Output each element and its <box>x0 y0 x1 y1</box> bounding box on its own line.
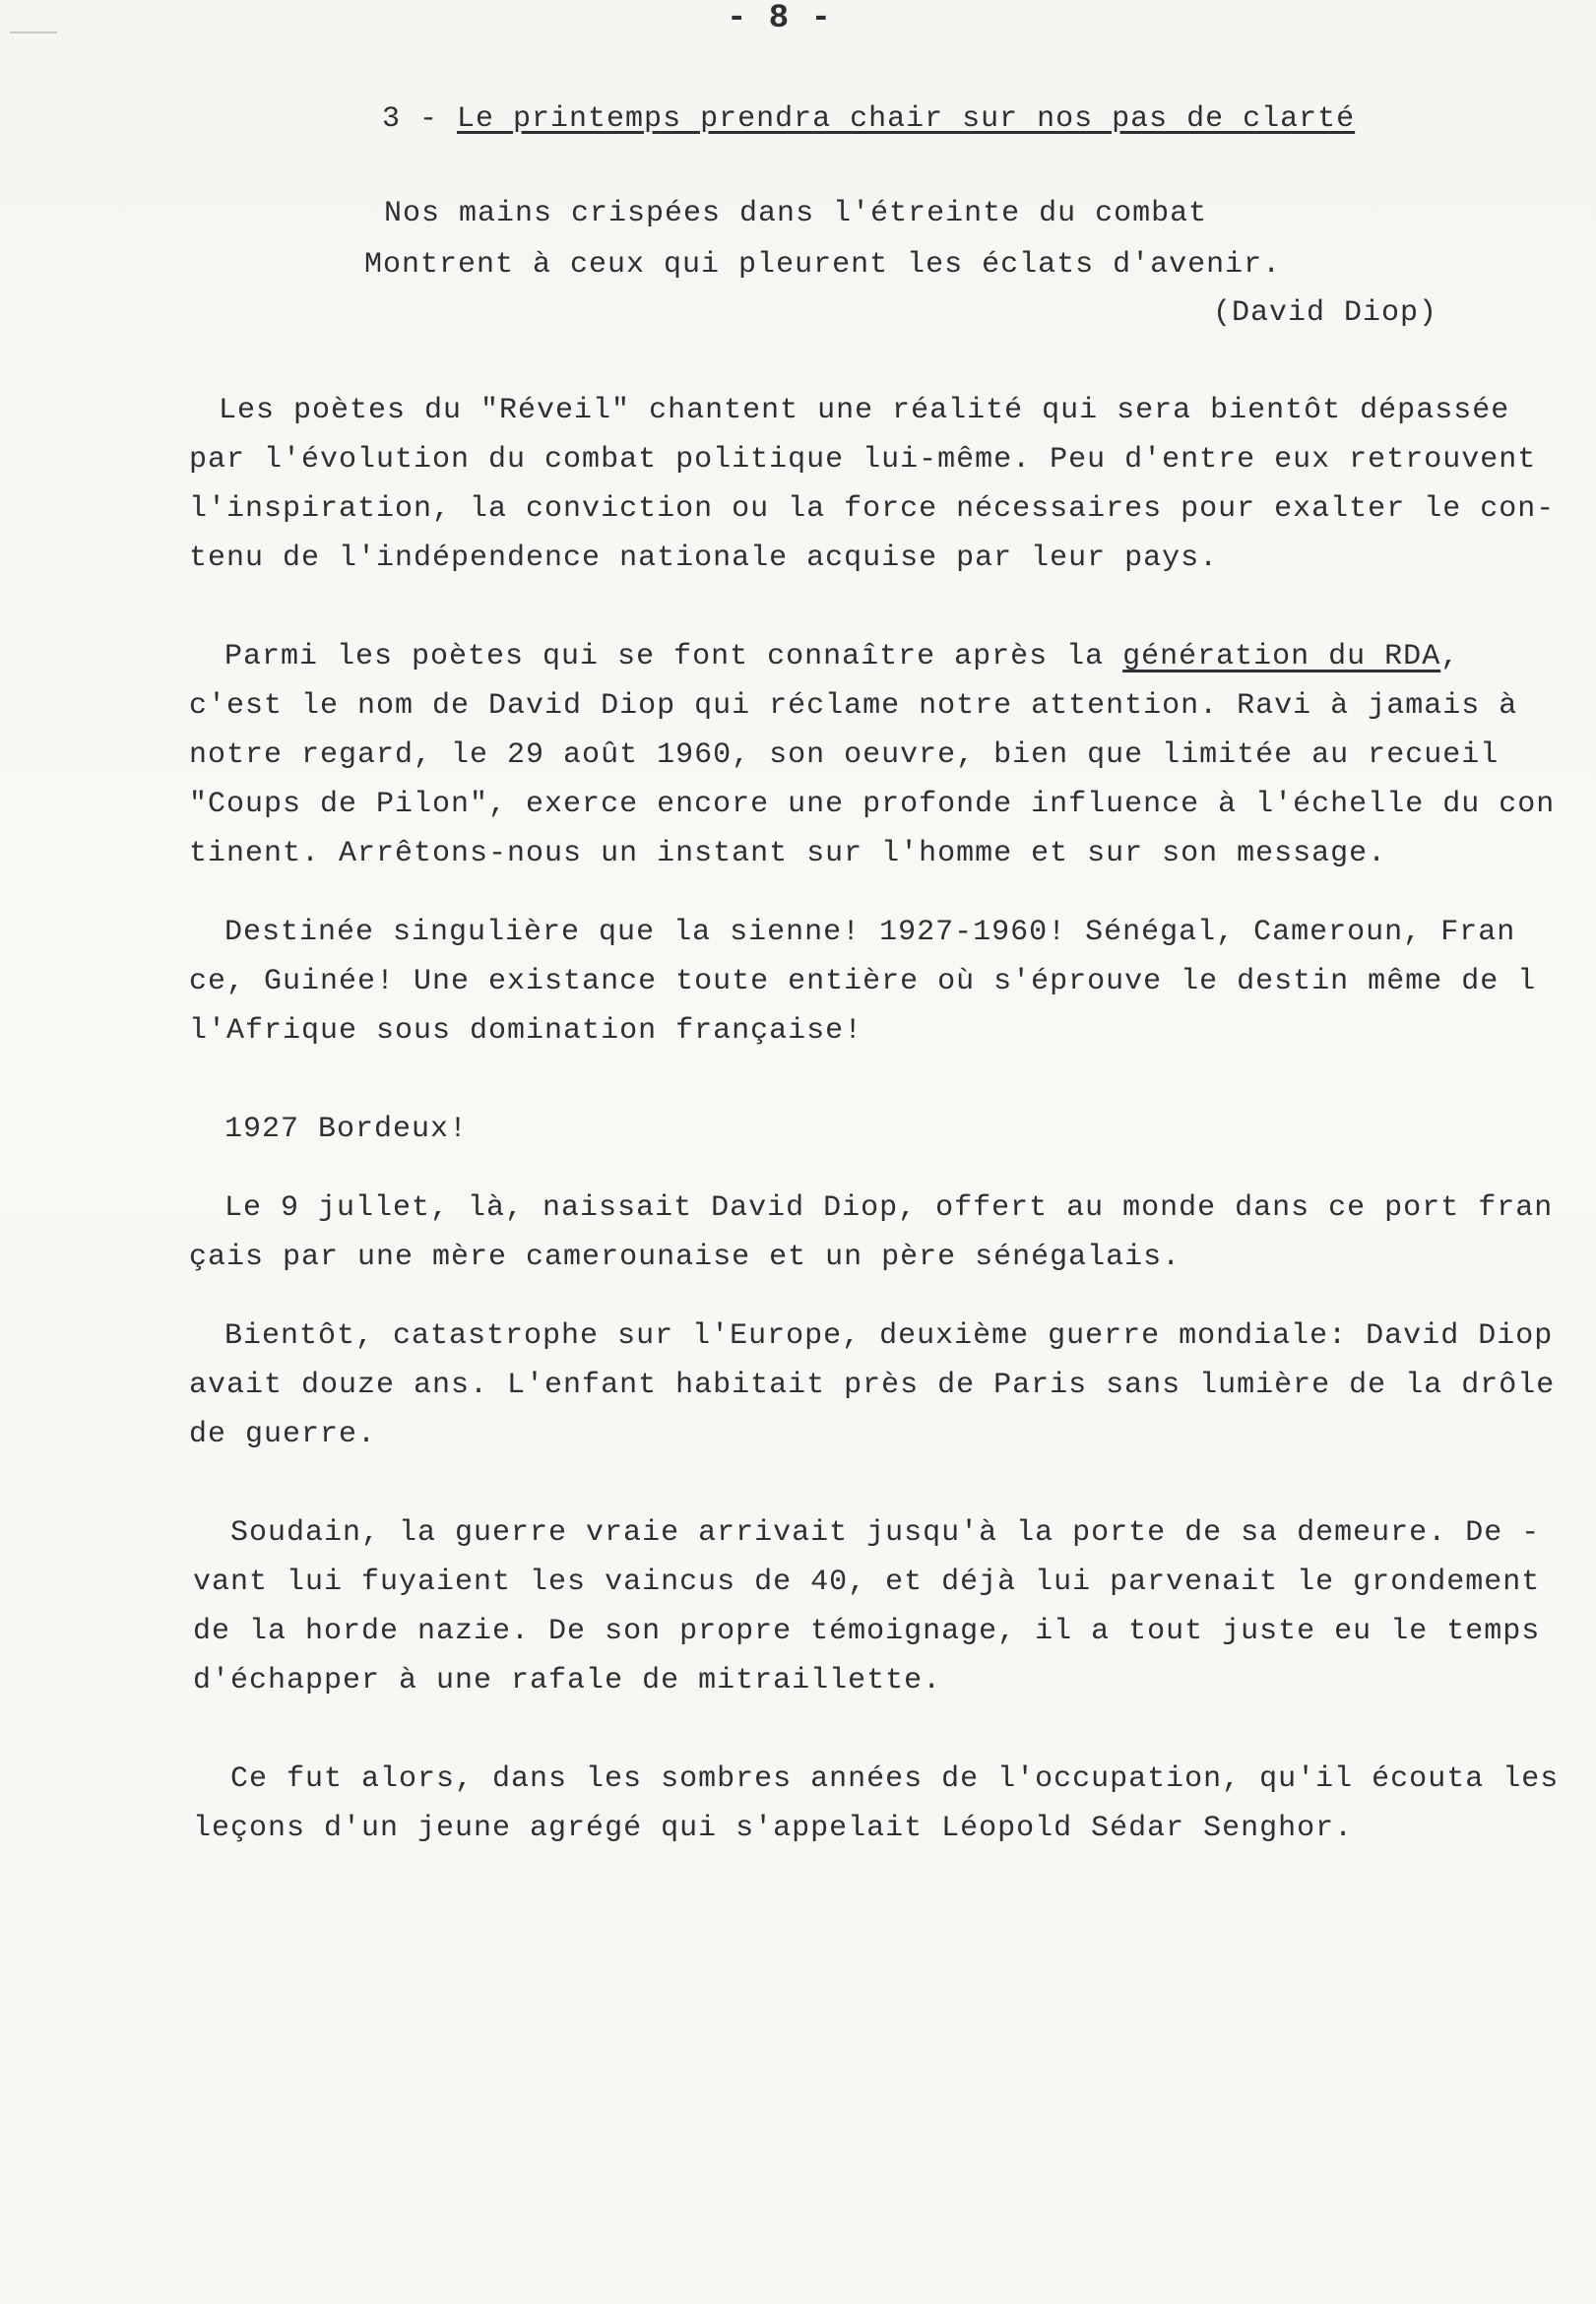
paragraph-line: par l'évolution du combat politique lui-même. Peu d'entre eux retrouvent <box>189 443 1537 477</box>
paragraph-line: Les poètes du "Réveil" chantent une réalité qui sera bientôt dépassée <box>219 394 1510 427</box>
paragraph-line: c'est le nom de David Diop qui réclame notre attention. Ravi à jamais à <box>189 689 1518 723</box>
paragraph-line: notre regard, le 29 août 1960, son oeuvre, bien que limitée au recueil <box>189 738 1500 772</box>
paragraph-line: Bientôt, catastrophe sur l'Europe, deuxième guerre mondiale: David Diop <box>224 1319 1554 1353</box>
paragraph-line: çais par une mère camerounaise et un père sénégalais. <box>189 1241 1181 1274</box>
paragraph-line: Soudain, la guerre vraie arrivait jusqu'à la porte de sa demeure. De - <box>230 1516 1541 1550</box>
paragraph-line: Destinée singulière que la sienne! 1927-1960! Sénégal, Cameroun, Fran <box>224 916 1516 949</box>
paragraph-text: , <box>1440 640 1460 673</box>
paragraph-line: l'inspiration, la conviction ou la force nécessaires pour exalter le con- <box>189 492 1556 526</box>
epigraph-attribution: (David Diop) <box>1213 296 1438 330</box>
paragraph-line: avait douze ans. L'enfant habitait près de Paris sans lumière de la drôle <box>189 1369 1556 1402</box>
paragraph-line: Ce fut alors, dans les sombres années de l'occupation, qu'il écouta les <box>230 1762 1560 1796</box>
paragraph-line: vant lui fuyaient les vaincus de 40, et déjà lui parvenait le grondement <box>193 1566 1541 1599</box>
paragraph-line: leçons d'un jeune agrégé qui s'appelait Léopold Sédar Senghor. <box>193 1812 1354 1845</box>
paragraph-line: l'Afrique sous domination française! <box>189 1014 863 1048</box>
paragraph-line: de guerre. <box>189 1418 377 1451</box>
section-title: Le printemps prendra chair sur nos pas de clarté <box>457 102 1356 136</box>
paragraph-text: Parmi les poètes qui se font connaître après la <box>224 640 1123 673</box>
scan-mark <box>10 32 57 33</box>
epigraph-line: Nos mains crispées dans l'étreinte du combat <box>384 197 1208 230</box>
paragraph-line: d'échapper à une rafale de mitraillette. <box>193 1664 942 1697</box>
paragraph-line: tenu de l'indépendence nationale acquise par leur pays. <box>189 542 1219 575</box>
paragraph-line: Le 9 jullet, là, naissait David Diop, offert au monde dans ce port fran <box>224 1191 1554 1225</box>
paragraph-line: ce, Guinée! Une existance toute entière où s'éprouve le destin même de l <box>189 965 1537 998</box>
section-number: 3 - <box>382 102 439 136</box>
paragraph-line: de la horde nazie. De son propre témoignage, il a tout juste eu le temps <box>193 1615 1541 1648</box>
page-number: - 8 - <box>727 0 833 37</box>
epigraph-line: Montrent à ceux qui pleurent les éclats d'avenir. <box>364 248 1282 282</box>
paragraph-line: tinent. Arrêtons-nous un instant sur l'homme et sur son message. <box>189 837 1387 870</box>
underlined-phrase: génération du RDA <box>1122 640 1441 673</box>
paragraph-line: 1927 Bordeux! <box>224 1113 469 1146</box>
section-heading <box>382 102 1355 136</box>
paragraph-line: "Coups de Pilon", exerce encore une profonde influence à l'échelle du con <box>189 788 1556 821</box>
paragraph-line <box>224 640 1459 673</box>
